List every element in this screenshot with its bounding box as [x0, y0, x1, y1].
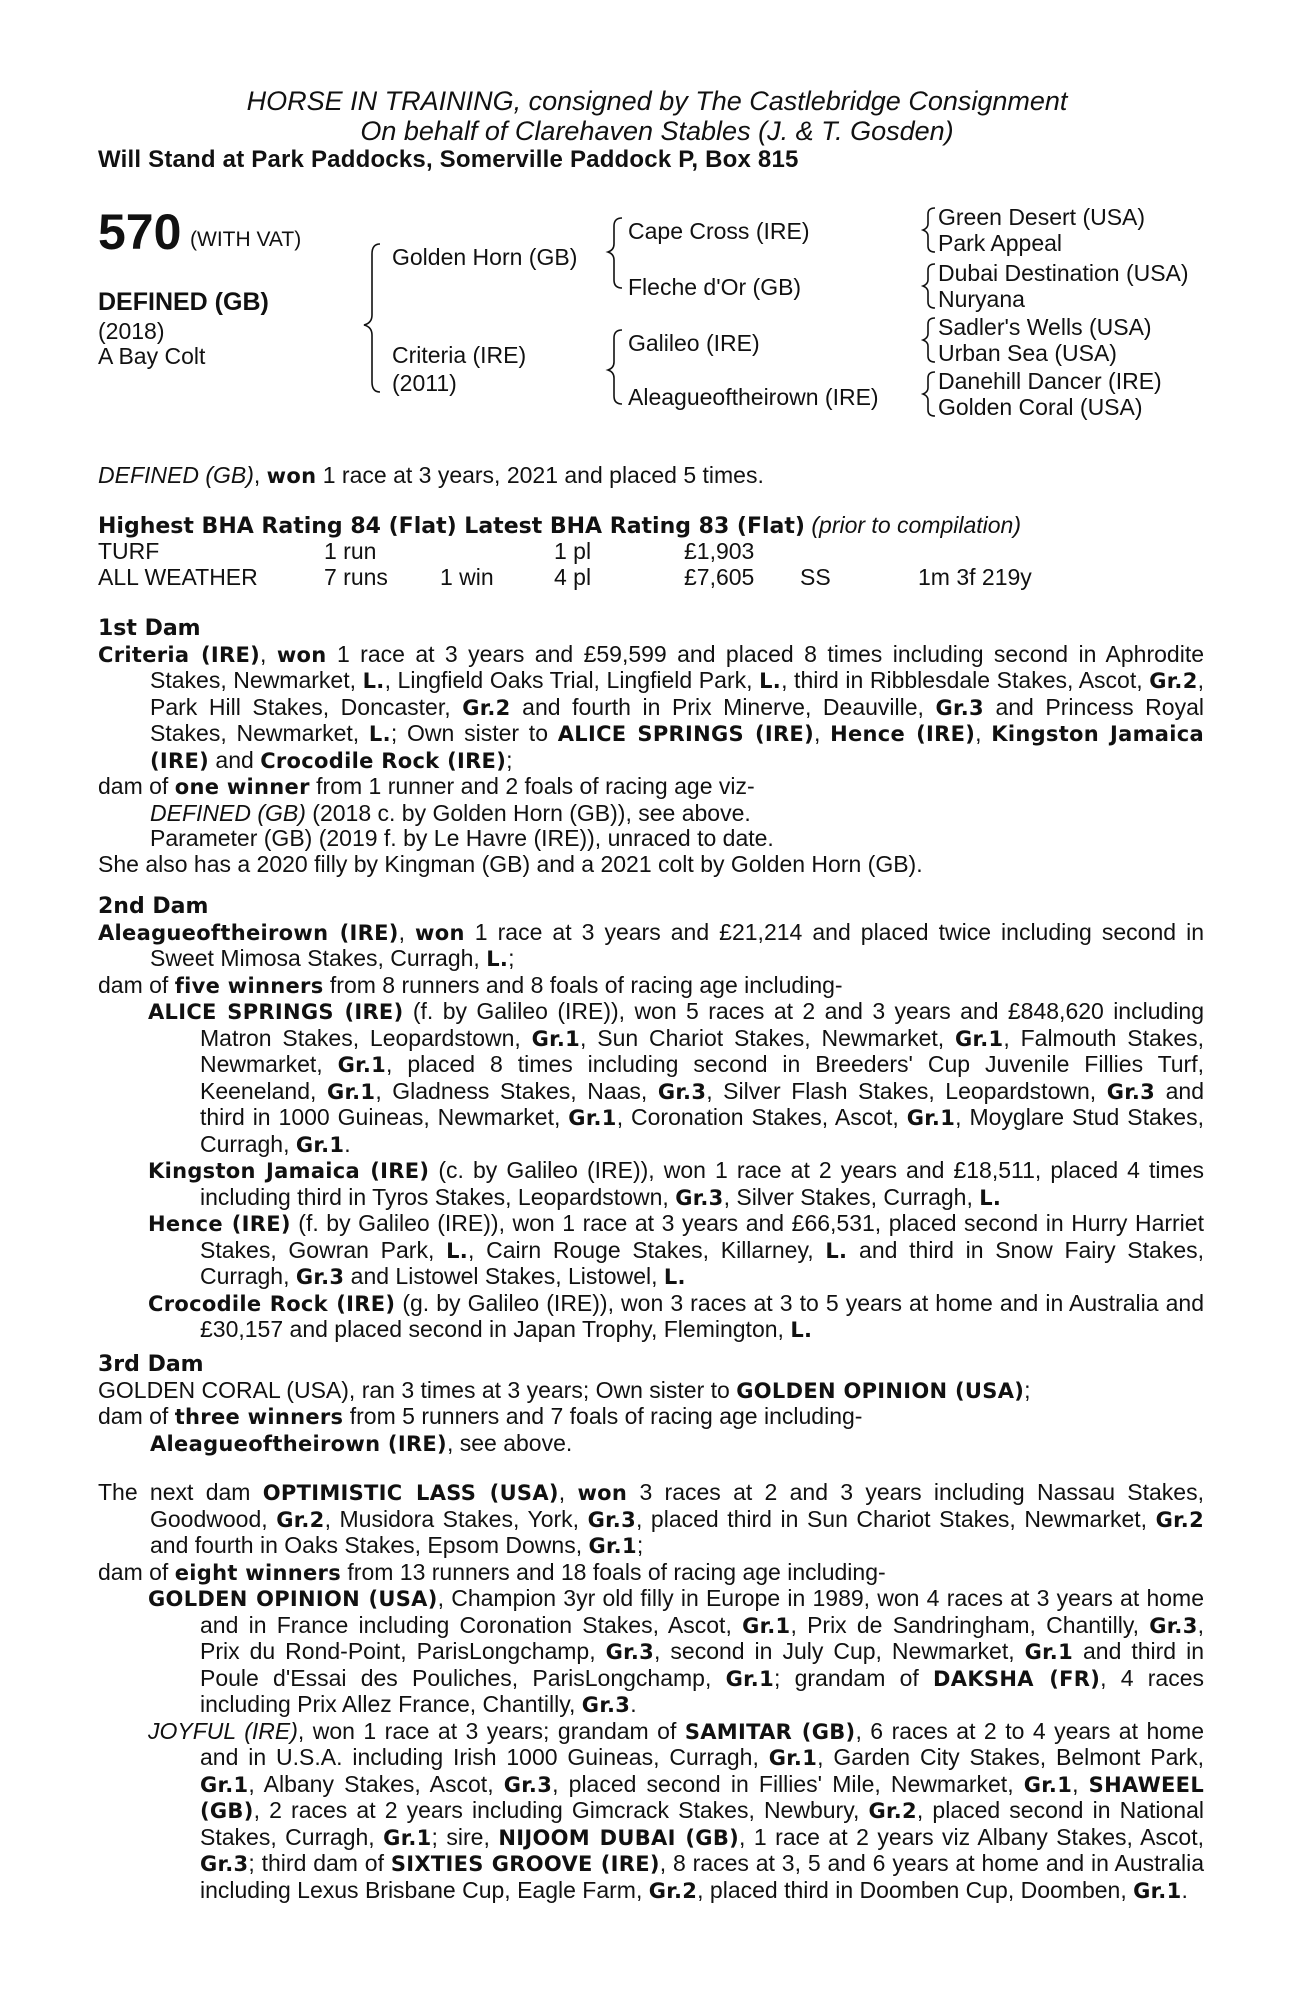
race-summary: DEFINED (GB), won 1 race at 3 years, 2021 and placed 5 times.	[98, 462, 764, 488]
text-run: dam of	[98, 1403, 175, 1429]
horse-name: DEFINED (GB)	[98, 288, 269, 316]
text-run: Gr.1	[295, 1132, 345, 1157]
text-run: , second in July Cup, Newmarket,	[654, 1638, 1025, 1664]
text-run: Gr.3	[503, 1772, 553, 1797]
text-run: Aleagueoftheirown (IRE)	[150, 1431, 447, 1456]
first-dam-also: She also has a 2020 filly by Kingman (GB) and a 2021 colt by Golden Horn (GB).	[98, 850, 923, 877]
text-run: GOLDEN CORAL (USA), ran 3 times at 3 years; Own sister to	[98, 1376, 737, 1403]
text-run: ; Own sister to	[390, 720, 558, 746]
text-run: .	[344, 1130, 351, 1157]
record-wins: 1 win	[440, 564, 494, 590]
text-run: , placed second in Fillies' Mile, Newmarket,	[552, 1770, 1024, 1797]
text-run: Gr.2	[868, 1799, 917, 1823]
text-run: ,	[558, 1479, 566, 1505]
text-run: , Cairn Rouge Stakes, Killarney,	[468, 1236, 826, 1263]
text-run: Gr.1	[588, 1534, 637, 1558]
text-run: (f. by Galileo (IRE)), won 5 races at 2 and 3 years and £848,620 including Matron Stakes, Leopardstown,	[200, 998, 1204, 1051]
text-run: , Albany Stakes, Ascot,	[248, 1770, 504, 1797]
pedigree-sire-dam: Fleche d'Or (GB)	[628, 274, 802, 300]
pedigree-sire: Golden Horn (GB)	[392, 244, 578, 270]
brace-sd	[923, 264, 935, 308]
text-run: ;	[508, 945, 515, 971]
pedigree-sdd: Nuryana	[938, 286, 1025, 312]
text-run: Gr.1	[906, 1106, 956, 1130]
text-run: and third in Poule d'Essai des Pouliches, ParisLongchamp,	[200, 1638, 1204, 1691]
next-dam-produce	[98, 1560, 1204, 1587]
text-run: L.	[446, 1238, 469, 1263]
pedigree-sds: Dubai Destination (USA)	[938, 260, 1189, 286]
text-run: ; sire,	[431, 1823, 499, 1850]
text-run: , Falmouth Stakes, Newmarket,	[200, 1024, 1205, 1077]
text-run: Gr.3	[1106, 1079, 1156, 1104]
text-run: (f. by Galileo (IRE)), won 1 race at 3 years and £66,531, placed second in Hurry Harriet Stakes, Gowran Park,	[200, 1210, 1204, 1263]
record-amount: £7,605	[684, 564, 755, 590]
text-run: Gr.1	[1024, 1640, 1073, 1664]
bha-rating	[98, 512, 1021, 539]
text-run: dam of	[98, 1558, 175, 1585]
text-run: , Silver Stakes, Curragh,	[723, 1183, 980, 1210]
lot-number: 570	[98, 204, 182, 260]
record-amount: £1,903	[684, 538, 755, 564]
text-run: , 8 races at 3, 5 and 6 years at home and in Australia including Lexus Brisbane Cup, Eagle Farm,	[200, 1850, 1205, 1903]
text-run: and third in 1000 Guineas, Newmarket,	[200, 1077, 1205, 1130]
text-run: Gr.1	[1023, 1772, 1073, 1797]
text-run: (g. by Galileo (IRE)), won 3 races at 3 to 5 years at home and in Australia and £30,157 and placed second in Japan Trophy, Flemington,	[200, 1289, 1204, 1342]
second-dam-section	[98, 894, 1204, 1344]
next-dam-record	[98, 1480, 1204, 1560]
brace-dd	[923, 372, 935, 416]
section-heading: 3rd Dam	[98, 1352, 204, 1377]
text-run: GOLDEN OPINION (USA)	[148, 1587, 438, 1611]
rating-highest: Highest BHA Rating 84 (Flat) Latest BHA Rating 83 (Flat)	[98, 514, 805, 539]
brace-sire	[608, 218, 622, 288]
text-run: Gr.1	[200, 1772, 249, 1797]
text-run: , placed third in Sun Chariot Stakes, Newmarket,	[635, 1505, 1156, 1532]
text-run: Gr.3	[295, 1265, 345, 1289]
pedigree-sire-sire: Cape Cross (IRE)	[628, 218, 810, 244]
progeny-item	[98, 1431, 1204, 1458]
text-run: Gr.2	[1149, 669, 1198, 693]
horse-year: (2018)	[98, 318, 165, 344]
text-run: Gr.1	[383, 1825, 432, 1850]
text-run: Gr.3	[675, 1185, 724, 1210]
text-run: .	[630, 1691, 637, 1717]
horse-description: A Bay Colt	[98, 343, 206, 369]
text-run: from 5 runners and 7 foals of racing age including-	[343, 1403, 863, 1429]
text-run: Gr.1	[742, 1613, 791, 1638]
text-run: 3 races at 2 and 3 years including Nassau Stakes, Goodwood,	[150, 1479, 1204, 1532]
text-run: L.	[663, 1265, 686, 1289]
text-run: L.	[362, 669, 385, 693]
text-run: Gr.1	[955, 1026, 1004, 1051]
record-placed: 4 pl	[554, 564, 592, 590]
text-run: and	[209, 746, 261, 773]
text-run: won	[276, 642, 327, 667]
pedigree-dds: Danehill Dancer (IRE)	[938, 368, 1162, 394]
text-run: , Lingfield Oaks Trial, Lingfield Park,	[384, 667, 760, 693]
text-run: dam of	[98, 773, 175, 799]
pedigree-dam-year: (2011)	[392, 370, 457, 396]
third-dam-record	[98, 1378, 1204, 1405]
text-run: Gr.3	[1149, 1613, 1198, 1638]
text-run: 1 race at 3 years and £59,599 and placed 8 times including second in Aphrodite Stakes, Newmarket,	[150, 640, 1204, 693]
text-run: and third in Snow Fairy Stakes, Curragh,	[200, 1236, 1204, 1289]
text-run: , Musidora Stakes, York,	[324, 1505, 588, 1532]
progeny-item	[98, 1158, 1204, 1211]
record-ss: SS	[800, 564, 831, 590]
text-run: eight winners	[174, 1560, 341, 1585]
pedigree-dam: Criteria (IRE)	[392, 342, 527, 368]
progeny-item	[98, 1291, 1204, 1344]
text-run: three winners	[174, 1405, 344, 1429]
text-run: , Sun Chariot Stakes, Newmarket,	[580, 1024, 955, 1051]
record-placed: 1 pl	[554, 538, 592, 564]
text-run: ; grandam of	[773, 1664, 934, 1691]
header-consignor: HORSE IN TRAINING, consigned by The Castlebridge Consignment	[246, 86, 1068, 116]
text-run: , placed second in National Stakes, Curragh,	[200, 1797, 1205, 1850]
record-surface: TURF	[98, 538, 160, 564]
text-run: ALICE SPRINGS (IRE)	[148, 1000, 404, 1024]
text-run: , 2 races at 2 years including Gimcrack Stakes, Newbury,	[253, 1797, 869, 1823]
text-run: one winner	[174, 775, 310, 799]
text-run: Criteria (IRE)	[98, 642, 261, 667]
pedigree-dsd: Urban Sea (USA)	[938, 340, 1117, 366]
text-run: 1 race at 3 years, 2021 and placed 5 times.	[316, 462, 764, 488]
pedigree-dam-sire: Galileo (IRE)	[628, 330, 760, 356]
text-run: Crocodile Rock (IRE)	[260, 748, 507, 773]
brace-ss	[923, 208, 935, 252]
brace-main	[364, 244, 380, 392]
text-run: Gr.2	[648, 1878, 698, 1903]
text-run: and Princess Royal Stakes, Newmarket,	[150, 693, 1204, 746]
text-run: Gr.3	[657, 1079, 707, 1104]
progeny-item	[98, 1586, 1204, 1719]
text-run: Gr.2	[276, 1507, 325, 1532]
text-run: won	[266, 464, 317, 488]
text-run: Gr.3	[200, 1852, 249, 1876]
third-dam-section	[98, 1352, 1204, 1457]
second-dam-record: Aleagueoftheirown (IRE), won 1 race at 3 years and £21,214 and placed twice including second in Sweet Mimosa Stakes, Curragh, L.;	[98, 918, 1204, 971]
rating-note: (prior to compilation)	[811, 512, 1022, 538]
second-dam-produce	[98, 973, 1204, 1000]
third-dam-produce	[98, 1404, 1204, 1431]
header-stand: Will Stand at Park Paddocks, Somerville Paddock P, Box 815	[98, 146, 799, 173]
text-run: ,	[1072, 1770, 1089, 1797]
text-run: Gr.1	[531, 1026, 581, 1051]
text-run: L.	[759, 669, 782, 693]
brace-dam	[608, 330, 622, 404]
text-run: Crocodile Rock (IRE)	[148, 1291, 396, 1316]
header-behalf: On behalf of Clarehaven Stables (J. & T. Gosden)	[360, 116, 954, 146]
text-run: L.	[825, 1238, 848, 1263]
text-run: dam of	[98, 971, 175, 998]
text-run: (c. by Galileo (IRE)), won 1 race at 2 years and £18,511, placed 4 times including third in Tyros Stakes, Leopardstown,	[200, 1157, 1204, 1210]
text-run: , Park Hill Stakes, Doncaster,	[150, 667, 1204, 720]
summary-horse-name: DEFINED (GB)	[98, 462, 254, 488]
text-run: SHAWEEL (GB)	[200, 1772, 1205, 1823]
text-run: NIJOOM DUBAI (GB)	[498, 1825, 740, 1850]
text-run: from 13 runners and 18 foals of racing age including-	[341, 1558, 886, 1585]
progeny-item	[98, 801, 1204, 827]
record-surface: ALL WEATHER	[98, 564, 258, 590]
next-dam-section	[98, 1480, 1204, 1904]
text-run: from 8 runners and 8 foals of racing age including-	[323, 971, 843, 998]
text-run: SIXTIES GROOVE (IRE)	[390, 1852, 660, 1876]
text-run: ;	[1024, 1376, 1031, 1403]
pedigree-sss: Green Desert (USA)	[938, 204, 1146, 230]
text-run: (2018 c. by Golden Horn (GB)), see above.	[305, 799, 751, 826]
text-run: , Champion 3yr old filly in Europe in 1989, won 4 races at 3 years at home and in France including Coronation Stakes, Ascot,	[200, 1585, 1205, 1638]
text-run: ;	[506, 746, 513, 773]
lot-vat: (WITH VAT)	[190, 228, 302, 251]
progeny-item	[98, 1719, 1204, 1905]
progeny-item	[98, 999, 1204, 1158]
text-run: GOLDEN OPINION (USA)	[736, 1378, 1025, 1403]
text-run: Hence (IRE)	[148, 1212, 291, 1236]
text-run: from 1 runner and 2 foals of racing age viz-	[309, 773, 755, 799]
text-run: L.	[979, 1185, 1002, 1210]
text-run: , Coronation Stakes, Ascot,	[616, 1104, 907, 1130]
text-run: , Moyglare Stud Stakes, Curragh,	[200, 1104, 1204, 1157]
text-run: ALICE SPRINGS (IRE)	[557, 722, 814, 746]
text-run: Gr.1	[725, 1666, 774, 1691]
text-run: , Silver Flash Stakes, Leopardstown,	[706, 1077, 1107, 1104]
text-run: Kingston Jamaica (IRE)	[150, 722, 1204, 773]
text-run: , see above.	[446, 1429, 573, 1456]
text-run: 1 race at 3 years and £21,214 and placed twice including second in Sweet Mimosa Stakes, Curragh,	[150, 918, 1204, 971]
text-run: L.	[790, 1318, 813, 1342]
text-run: won	[577, 1481, 628, 1505]
section-heading: 1st Dam	[98, 616, 201, 641]
text-run: , 1 race at 2 years viz Albany Stakes, Ascot,	[739, 1823, 1204, 1850]
pedigree-dam-dam: Aleagueoftheirown (IRE)	[628, 384, 879, 410]
text-run: and fourth in Prix Minerve, Deauville,	[510, 693, 936, 720]
text-run: Gr.1	[326, 1079, 376, 1104]
text-run: .	[1181, 1876, 1188, 1903]
text-run: DAKSHA (FR)	[933, 1666, 1101, 1691]
text-run: , 4 races including Prix Allez France, Chantilly,	[200, 1664, 1204, 1717]
text-run: Hence (IRE)	[830, 722, 976, 746]
pedigree-dss: Sadler's Wells (USA)	[938, 314, 1152, 340]
text-run: Gr.2	[462, 695, 511, 720]
text-run: DEFINED (GB)	[150, 799, 306, 826]
progeny-item: Parameter (GB) (2019 f. by Le Havre (IRE)), unraced to date.	[150, 825, 774, 851]
text-run: ;	[636, 1532, 644, 1558]
first-dam-produce	[98, 774, 1204, 801]
pedigree-ssd: Park Appeal	[938, 230, 1063, 256]
text-run: L.	[368, 722, 391, 746]
text-run: , Prix du Rond-Point, ParisLongchamp,	[200, 1611, 1205, 1664]
text-run: , placed 8 times including second in Breeders' Cup Juvenile Fillies Turf, Keeneland,	[200, 1051, 1204, 1104]
text-run: Gr.1	[568, 1106, 617, 1130]
text-run: JOYFUL (IRE)	[148, 1717, 298, 1744]
text-run: OPTIMISTIC LASS (USA)	[262, 1481, 559, 1505]
pedigree-ddd: Golden Coral (USA)	[938, 394, 1143, 420]
text-run: Gr.3	[605, 1640, 655, 1664]
text-run: won	[415, 920, 465, 945]
text-run: and Listowel Stakes, Listowel,	[344, 1263, 664, 1289]
text-run: , Garden City Stakes, Belmont Park,	[817, 1744, 1204, 1770]
text-run: Gr.3	[587, 1507, 636, 1532]
brace-ds	[923, 318, 935, 362]
text-run: Gr.3	[581, 1693, 631, 1717]
text-run: , placed third in Doomben Cup, Doomben,	[697, 1876, 1134, 1903]
text-run: and fourth in Oaks Stakes, Epsom Downs,	[150, 1532, 589, 1558]
record-runs: 7 runs	[324, 564, 388, 590]
record-distance: 1m 3f 219y	[918, 564, 1032, 590]
text-run: , 6 races at 2 to 4 years at home and in U.S.A. including Irish 1000 Guineas, Curragh,	[200, 1717, 1204, 1770]
text-run: five winners	[174, 973, 324, 998]
text-run: The next dam	[98, 1479, 263, 1505]
first-dam-section	[98, 616, 1204, 877]
text-run: Gr.1	[337, 1053, 387, 1077]
text-run: , won 1 race at 3 years; grandam of	[297, 1717, 685, 1744]
text-run: Gr.1	[768, 1746, 818, 1770]
text-run: Gr.1	[1133, 1878, 1182, 1903]
text-run: L.	[486, 947, 509, 971]
progeny-item	[98, 1211, 1204, 1291]
text-run: , third in Ribblesdale Stakes, Ascot,	[781, 667, 1150, 693]
text-run: Gr.3	[935, 695, 984, 720]
record-runs: 1 run	[324, 538, 377, 564]
text-run: , Prix de Sandringham, Chantilly,	[790, 1611, 1150, 1638]
first-dam-record: Criteria (IRE), won 1 race at 3 years and £59,599 and placed 8 times including second in Aphrodite Stakes, Newmarket, L., Lingfield Oaks Trial, Lingfield Park, L., third in Ribblesdale Stakes, Ascot, Gr.2, Park Hill Stakes, Doncaster, Gr.2 and fourth in Prix Minerve, Deauville, Gr.3 and Princess Royal Stakes, Newmarket, L.; Own sister to ALICE SPRINGS (IRE), Hence (IRE), Kingston Jamaica (IRE) and Crocodile Rock (IRE);	[98, 640, 1204, 773]
text-run: Gr.2	[1155, 1507, 1204, 1532]
text-run: Kingston Jamaica (IRE)	[148, 1159, 430, 1183]
text-run: , Gladness Stakes, Naas,	[375, 1077, 658, 1104]
text-run: Aleagueoftheirown (IRE)	[98, 920, 399, 945]
text-run: ; third dam of	[248, 1850, 391, 1876]
text-run: SAMITAR (GB)	[684, 1719, 856, 1744]
section-heading: 2nd Dam	[98, 894, 209, 919]
